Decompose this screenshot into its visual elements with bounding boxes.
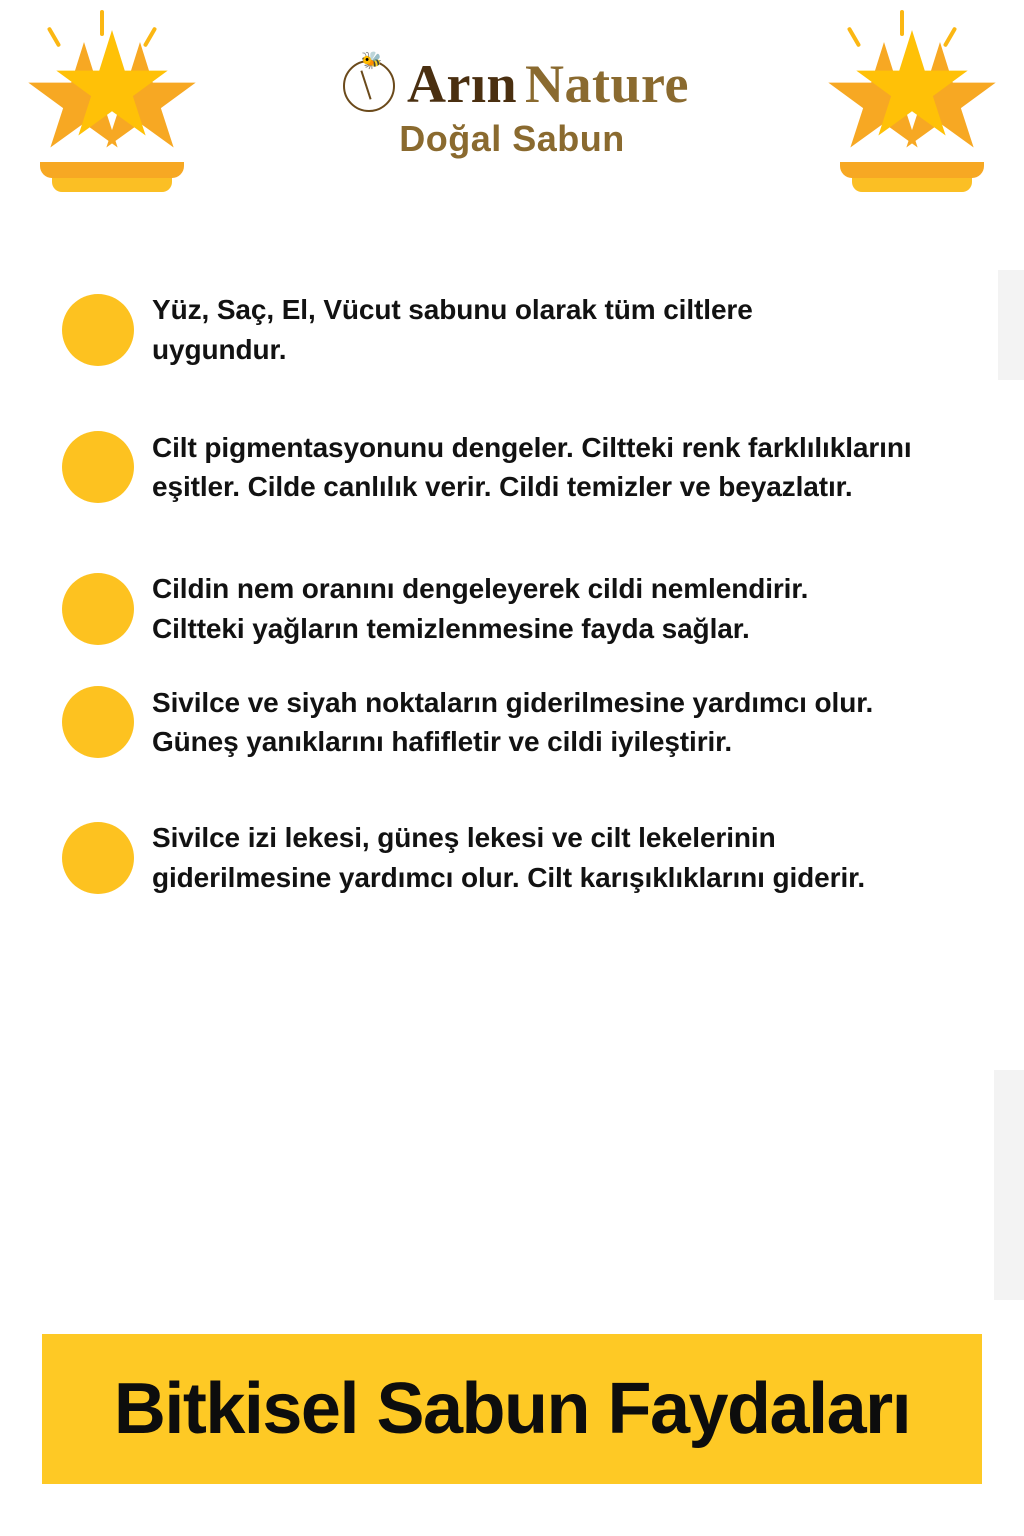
brand-wordmark (252, 52, 772, 116)
brand-name-primary: Arın (407, 54, 517, 114)
brand-subtitle: Doğal Sabun (399, 118, 625, 159)
benefit-text: Sivilce izi lekesi, güneş lekesi ve cilt lekelerinin giderilmesine yardımcı olur. Cilt karışıklıklarını giderir. (152, 822, 866, 893)
bullet-dot-icon (62, 686, 134, 758)
benefit-text: Yüz, Saç, El, Vücut sabunu olarak tüm ciltlere uygundur. (152, 294, 753, 365)
page-header (0, 0, 1024, 200)
footer-banner (42, 1334, 982, 1484)
list-item (62, 683, 984, 763)
bullet-dot-icon (62, 573, 134, 645)
list-item (62, 569, 984, 649)
bullet-dot-icon (62, 822, 134, 894)
bee-icon: 🐝 (335, 52, 399, 116)
page-edge-artifact (998, 270, 1024, 380)
benefits-list (62, 290, 984, 932)
benefit-text: Cilt pigmentasyonunu dengeler. Ciltteki renk farklılıklarını eşitler. Cilde canlılık verir. Cildi temizler ve beyazlatır. (152, 431, 912, 503)
benefit-text: Cildin nem oranını dengeleyerek cildi nemlendirir. Ciltteki yağların temizlenmesine fayda sağlar. (152, 573, 809, 644)
list-item (62, 818, 984, 898)
page-edge-artifact (994, 1070, 1024, 1300)
bullet-dot-icon (62, 431, 134, 503)
benefit-text: Sivilce ve siyah noktaların giderilmesine yardımcı olur. Güneş yanıklarını hafifletir ve cildi iyileştirir. (152, 686, 874, 758)
list-item (62, 428, 984, 508)
list-item (62, 290, 984, 370)
brand-name-secondary: Nature (525, 54, 689, 114)
brand-logo (252, 52, 772, 160)
footer-title: Bitkisel Sabun Faydaları (113, 1369, 911, 1449)
star-badge-icon-right (822, 24, 1002, 184)
star-badge-icon-left (22, 24, 202, 184)
bullet-dot-icon (62, 294, 134, 366)
